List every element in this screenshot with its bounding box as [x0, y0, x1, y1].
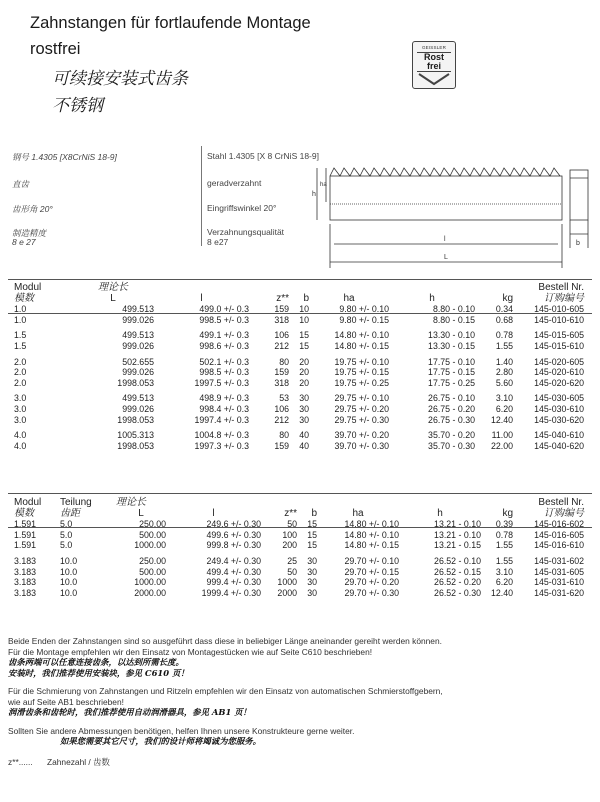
cell-modul: 1.0	[14, 314, 27, 325]
cell-h: 17.75 - 0.10	[428, 356, 475, 367]
cell-L: 1998.053	[117, 414, 154, 425]
cell-b: 10	[299, 314, 309, 325]
dim-L-label: L	[444, 254, 448, 261]
cell-kg: 12.40	[490, 414, 513, 425]
cell-b: 30	[299, 393, 309, 404]
cell-kg: 6.20	[495, 577, 513, 588]
cell-b: 10	[299, 304, 309, 315]
cell-L: 500.00	[139, 566, 166, 577]
spec-divider	[201, 146, 202, 246]
th-ha: ha	[343, 292, 355, 304]
table-row	[14, 530, 584, 541]
cell-ha: 29.70 +/- 0.10	[344, 555, 399, 566]
cell-kg: 0.78	[495, 529, 513, 540]
cell-order-no: 145-040-610	[534, 430, 584, 441]
cell-L: 2000.00	[134, 587, 166, 598]
cell-z: 200	[282, 540, 297, 551]
table-row	[14, 519, 584, 530]
logo-chevron-icon	[413, 72, 455, 86]
cell-order-no: 145-040-620	[534, 440, 584, 451]
cell-L: 1998.053	[117, 377, 154, 388]
cell-kg: 11.00	[491, 430, 513, 441]
th2-order-no: Bestell Nr.	[538, 497, 584, 508]
cell-kg: 1.55	[495, 540, 513, 551]
title-german: Zahnstangen für fortlaufende Montage	[30, 14, 311, 32]
footnote-mark: z**......	[8, 756, 33, 767]
th-kg: kg	[502, 292, 513, 304]
cell-b: 20	[299, 356, 309, 367]
cell-b: 40	[299, 440, 309, 451]
cell-b: 30	[299, 403, 309, 414]
cell-l: 998.5 +/- 0.3	[199, 314, 249, 325]
cell-z: 2000	[277, 587, 297, 598]
cell-order-no: 145-015-610	[534, 340, 584, 351]
cell-kg: 3.10	[495, 566, 513, 577]
cell-b: 20	[299, 377, 309, 388]
cell-modul: 3.0	[14, 403, 27, 414]
cell-l: 499.1 +/- 0.3	[199, 330, 249, 341]
cell-modul: 1.591	[14, 519, 37, 530]
th-order-no: Bestell Nr.	[538, 282, 584, 293]
dim-b-label: b	[576, 240, 580, 247]
cell-z: 318	[274, 314, 289, 325]
table-row	[14, 378, 584, 389]
cell-z: 50	[287, 519, 297, 530]
th-L: L	[110, 292, 116, 304]
cell-z: 100	[282, 529, 297, 540]
th2-modul-cn: 模数	[14, 507, 34, 519]
cell-l: 999.8 +/- 0.30	[206, 540, 261, 551]
th2-length-cn: 理论长	[116, 497, 146, 508]
cell-order-no: 145-020-605	[534, 356, 584, 367]
th-order-no-cn: 订购编号	[544, 292, 584, 304]
cell-h: 8.80 - 0.10	[432, 304, 475, 315]
cell-kg: 1.55	[495, 555, 513, 566]
subtitle-chinese: 不锈钢	[52, 96, 103, 116]
cell-ha: 39.70 +/- 0.20	[334, 430, 389, 441]
cell-z: 159	[274, 304, 289, 315]
note-lube-de-2: wie auf Seite AB1 beschrieben!	[8, 696, 124, 707]
cell-z: 212	[274, 340, 289, 351]
cell-h: 35.70 - 0.30	[428, 440, 475, 451]
cell-z: 212	[274, 414, 289, 425]
cell-ha: 29.70 +/- 0.15	[344, 566, 399, 577]
cell-l: 249.6 +/- 0.30	[206, 519, 261, 530]
cell-h: 26.75 - 0.30	[428, 414, 475, 425]
cell-ha: 19.75 +/- 0.10	[334, 356, 389, 367]
note-ends-de-1: Beide Enden der Zahnstangen sind so ausgeführt dass diese in beliebiger Länge aneinander gereiht werden können.	[8, 636, 442, 646]
cell-l: 998.5 +/- 0.3	[199, 367, 249, 378]
cell-ha: 29.70 +/- 0.30	[344, 587, 399, 598]
table-row	[14, 556, 584, 567]
cell-ha: 14.80 +/- 0.10	[344, 519, 399, 530]
cell-order-no: 145-031-610	[534, 577, 584, 588]
cell-teilung: 10.0	[60, 566, 78, 577]
cell-h: 17.75 - 0.25	[428, 377, 475, 388]
cell-b: 40	[299, 430, 309, 441]
cell-z: 25	[287, 555, 297, 566]
rack-drawing	[312, 156, 592, 272]
cell-z: 80	[279, 356, 289, 367]
th2-modul: Modul	[14, 497, 42, 508]
cell-kg: 5.60	[495, 377, 513, 388]
dim-ha-label: ha	[320, 182, 327, 188]
cell-l: 999.4 +/- 0.30	[206, 577, 261, 588]
cell-order-no: 145-031-602	[534, 555, 584, 566]
cell-h: 13.21 - 0.15	[434, 540, 481, 551]
th-h: h	[429, 292, 435, 304]
note-lube-cn-1: 润滑齿条和齿轮时，我们推荐使用自动润滑器具，参见 AB1 页！	[8, 707, 251, 717]
spec-steel-de: Stahl 1.4305 [X 8 CrNiS 18-9]	[207, 151, 319, 161]
cell-modul: 2.0	[14, 356, 27, 367]
cell-b: 15	[299, 340, 309, 351]
footnote-text: Zahnezahl / 齿数	[47, 756, 110, 767]
cell-order-no: 145-020-610	[534, 367, 584, 378]
cell-l: 502.1 +/- 0.3	[199, 356, 249, 367]
cell-modul: 2.0	[14, 367, 27, 378]
table-pitch-racks	[14, 498, 584, 598]
rostfrei-logo	[412, 41, 456, 89]
cell-order-no: 145-010-605	[534, 304, 584, 315]
th2-ha: ha	[352, 507, 364, 519]
cell-kg: 0.34	[495, 304, 513, 315]
table-row	[14, 304, 584, 315]
th2-order-no-cn: 订购编号	[544, 507, 584, 519]
cell-kg: 1.55	[495, 340, 513, 351]
th-b: b	[303, 292, 309, 304]
cell-order-no: 145-016-610	[534, 540, 584, 551]
cell-b: 15	[307, 529, 317, 540]
cell-modul: 1.591	[14, 540, 37, 551]
cell-z: 106	[274, 330, 289, 341]
cell-ha: 14.80 +/- 0.10	[344, 529, 399, 540]
cell-L: 250.00	[139, 555, 166, 566]
cell-order-no: 145-031-620	[534, 587, 584, 598]
cell-L: 499.513	[122, 393, 154, 404]
cell-kg: 12.40	[490, 587, 513, 598]
th-modul: Modul	[14, 282, 42, 293]
cell-ha: 14.80 +/- 0.15	[334, 340, 389, 351]
cell-z: 1000	[277, 577, 297, 588]
table-row	[14, 567, 584, 578]
cell-L: 499.513	[122, 330, 154, 341]
cell-order-no: 145-030-610	[534, 403, 584, 414]
cell-modul: 3.183	[14, 566, 37, 577]
cell-z: 53	[279, 393, 289, 404]
cell-L: 250.00	[139, 519, 166, 530]
cell-ha: 19.75 +/- 0.25	[334, 377, 389, 388]
cell-ha: 14.80 +/- 0.10	[334, 330, 389, 341]
cell-h: 26.52 - 0.10	[434, 555, 481, 566]
cell-order-no: 145-031-605	[534, 566, 584, 577]
th-l: l	[200, 292, 203, 304]
cell-b: 15	[299, 330, 309, 341]
note-ends-de-2: Für die Montage empfehlen wir den Einsatz von Montagestücken wie auf Seite C610 beschrieben!	[8, 646, 373, 657]
subtitle-german: rostfrei	[30, 40, 81, 58]
cell-z: 50	[287, 566, 297, 577]
cell-teilung: 10.0	[60, 555, 78, 566]
cell-z: 159	[274, 440, 289, 451]
table-row	[14, 330, 584, 341]
cell-h: 35.70 - 0.20	[428, 430, 475, 441]
cell-l: 1997.4 +/- 0.3	[194, 414, 249, 425]
cell-L: 502.655	[122, 356, 154, 367]
cell-z: 318	[274, 377, 289, 388]
cell-modul: 1.0	[14, 304, 27, 315]
cell-modul: 3.183	[14, 587, 37, 598]
th2-teilung-cn: 齿距	[60, 507, 80, 519]
logo-text: Rost frei	[417, 52, 451, 72]
cell-kg: 2.80	[495, 367, 513, 378]
cell-b: 30	[307, 587, 317, 598]
cell-modul: 4.0	[14, 430, 27, 441]
cell-l: 1004.8 +/- 0.3	[194, 430, 249, 441]
cell-h: 8.80 - 0.15	[432, 314, 475, 325]
cell-l: 1997.5 +/- 0.3	[194, 377, 249, 388]
cell-modul: 3.0	[14, 414, 27, 425]
cell-ha: 9.80 +/- 0.15	[339, 314, 389, 325]
th2-teilung: Teilung	[60, 497, 92, 508]
cell-h: 26.52 - 0.20	[434, 577, 481, 588]
notes-section	[8, 636, 443, 767]
th2-kg: kg	[502, 507, 513, 519]
cell-L: 1000.00	[134, 540, 166, 551]
cell-z: 80	[279, 430, 289, 441]
cell-order-no: 145-030-605	[534, 393, 584, 404]
cell-order-no: 145-015-605	[534, 330, 584, 341]
cell-modul: 4.0	[14, 440, 27, 451]
cell-l: 1999.4 +/- 0.30	[201, 587, 261, 598]
cell-h: 26.75 - 0.10	[428, 393, 475, 404]
cell-h: 13.30 - 0.15	[428, 340, 475, 351]
cell-b: 15	[307, 519, 317, 530]
spec-straight-de: geradverzahnt	[207, 178, 262, 188]
cell-L: 999.026	[122, 340, 154, 351]
cell-L: 999.026	[122, 403, 154, 414]
table-row	[14, 404, 584, 415]
cell-modul: 3.0	[14, 393, 27, 404]
logo-top-text: GEISSLER	[421, 45, 447, 50]
cell-ha: 29.70 +/- 0.20	[344, 577, 399, 588]
table-row	[14, 540, 584, 551]
cell-ha: 29.75 +/- 0.10	[334, 393, 389, 404]
cell-h: 13.21 - 0.10	[434, 529, 481, 540]
note-dims-cn: 如果您需要其它尺寸，我们的设计师将竭诚为您服务。	[60, 736, 261, 746]
table1-top-rule	[8, 279, 592, 280]
cell-l: 499.6 +/- 0.30	[206, 529, 261, 540]
cell-h: 13.30 - 0.10	[428, 330, 475, 341]
th-length-cn: 理论长	[98, 282, 128, 293]
cell-b: 30	[307, 577, 317, 588]
cell-order-no: 145-010-610	[534, 314, 584, 325]
cell-ha: 14.80 +/- 0.15	[344, 540, 399, 551]
table-row	[14, 441, 584, 452]
cell-l: 998.4 +/- 0.3	[199, 403, 249, 414]
table-row	[14, 367, 584, 378]
spec-angle-de: Eingriffswinkel 20°	[207, 203, 277, 213]
cell-ha: 29.75 +/- 0.20	[334, 403, 389, 414]
cell-modul: 3.183	[14, 577, 37, 588]
cell-z: 106	[274, 403, 289, 414]
cell-teilung: 5.0	[60, 540, 73, 551]
cell-h: 17.75 - 0.15	[428, 367, 475, 378]
table-row	[14, 341, 584, 352]
th2-L: L	[138, 507, 144, 519]
note-dims-de: Sollten Sie andere Abmessungen benötigen, helfen Ihnen unsere Konstrukteure gerne weiter.	[8, 725, 355, 736]
th2-l: l	[212, 507, 215, 519]
cell-ha: 39.70 +/- 0.30	[334, 440, 389, 451]
cell-b: 30	[307, 566, 317, 577]
cell-kg: 6.20	[495, 403, 513, 414]
cell-order-no: 145-016-605	[534, 529, 584, 540]
table-row	[14, 357, 584, 368]
spec-quality-de-value: 8 e27	[207, 237, 229, 247]
cell-L: 1998.053	[117, 440, 154, 451]
th2-h: h	[437, 507, 443, 519]
cell-l: 998.6 +/- 0.3	[199, 340, 249, 351]
cell-modul: 1.5	[14, 340, 27, 351]
cell-b: 30	[307, 555, 317, 566]
table-metric-racks	[14, 283, 584, 451]
table-row	[14, 577, 584, 588]
cell-b: 20	[299, 367, 309, 378]
spec-quality-de: Verzahnungsqualität	[207, 227, 285, 237]
dim-l-label: l	[444, 236, 446, 243]
note-ends-cn-2: 安装时，我们推荐使用安装块，参见 C610 页！	[8, 667, 189, 678]
th-z: z**	[276, 292, 289, 304]
cell-L: 999.026	[122, 367, 154, 378]
cell-l: 249.4 +/- 0.30	[206, 555, 261, 566]
cell-l: 499.0 +/- 0.3	[199, 304, 249, 315]
cell-teilung: 5.0	[60, 519, 73, 530]
spec-angle-cn: 齿形角 20°	[12, 204, 53, 214]
cell-L: 499.513	[122, 304, 154, 315]
cell-teilung: 10.0	[60, 577, 78, 588]
cell-h: 26.75 - 0.20	[428, 403, 475, 414]
cell-L: 500.00	[139, 529, 166, 540]
th-modul-cn: 模数	[14, 292, 34, 304]
cell-kg: 0.39	[495, 519, 513, 530]
spec-straight-cn: 直齿	[12, 179, 30, 189]
cell-b: 15	[307, 540, 317, 551]
dim-h-label: h	[312, 191, 316, 198]
cell-order-no: 145-016-602	[534, 519, 584, 530]
cell-kg: 22.00	[490, 440, 513, 451]
cell-modul: 3.183	[14, 555, 37, 566]
cell-ha: 29.75 +/- 0.30	[334, 414, 389, 425]
cell-kg: 0.68	[495, 314, 513, 325]
spec-quality-cn-value: 8 e 27	[12, 237, 36, 247]
cell-h: 26.52 - 0.15	[434, 566, 481, 577]
cell-order-no: 145-020-620	[534, 377, 584, 388]
title-chinese: 可续接安装式齿条	[52, 69, 188, 89]
cell-z: 159	[274, 367, 289, 378]
spec-steel-cn: 钢号 1.4305 [X8CrNiS 18-9]	[12, 152, 117, 162]
table-row	[14, 430, 584, 441]
table-row	[14, 588, 584, 599]
table2-top-rule	[8, 493, 592, 494]
note-lube-de-1: Für die Schmierung von Zahnstangen und Ritzeln empfehlen wir den Einsatz von automatischen Schmierstoffgebern,	[8, 686, 443, 696]
note-ends-cn-1: 齿条两端可以任意连接齿条，以达到所需长度。	[8, 657, 184, 667]
cell-L: 1000.00	[134, 577, 166, 588]
cell-ha: 19.75 +/- 0.15	[334, 367, 389, 378]
cell-l: 1997.3 +/- 0.3	[194, 440, 249, 451]
cell-h: 13.21 - 0.10	[434, 519, 481, 530]
cell-order-no: 145-030-620	[534, 414, 584, 425]
table-row	[14, 393, 584, 404]
cell-teilung: 10.0	[60, 587, 78, 598]
cell-h: 26.52 - 0.30	[434, 587, 481, 598]
cell-modul: 1.591	[14, 529, 37, 540]
th2-z: z**	[284, 507, 297, 519]
cell-b: 30	[299, 414, 309, 425]
table-row	[14, 415, 584, 426]
cell-modul: 2.0	[14, 377, 27, 388]
table-row	[14, 315, 584, 326]
spec-quality-cn: 制造精度	[12, 228, 47, 238]
cell-modul: 1.5	[14, 330, 27, 341]
cell-L: 1005.313	[117, 430, 154, 441]
cell-l: 499.4 +/- 0.30	[206, 566, 261, 577]
cell-kg: 1.40	[495, 356, 513, 367]
th2-b: b	[311, 507, 317, 519]
cell-l: 498.9 +/- 0.3	[199, 393, 249, 404]
cell-L: 999.026	[122, 314, 154, 325]
cell-teilung: 5.0	[60, 529, 73, 540]
cell-kg: 0.78	[495, 330, 513, 341]
cell-kg: 3.10	[495, 393, 513, 404]
cell-ha: 9.80 +/- 0.10	[339, 304, 389, 315]
